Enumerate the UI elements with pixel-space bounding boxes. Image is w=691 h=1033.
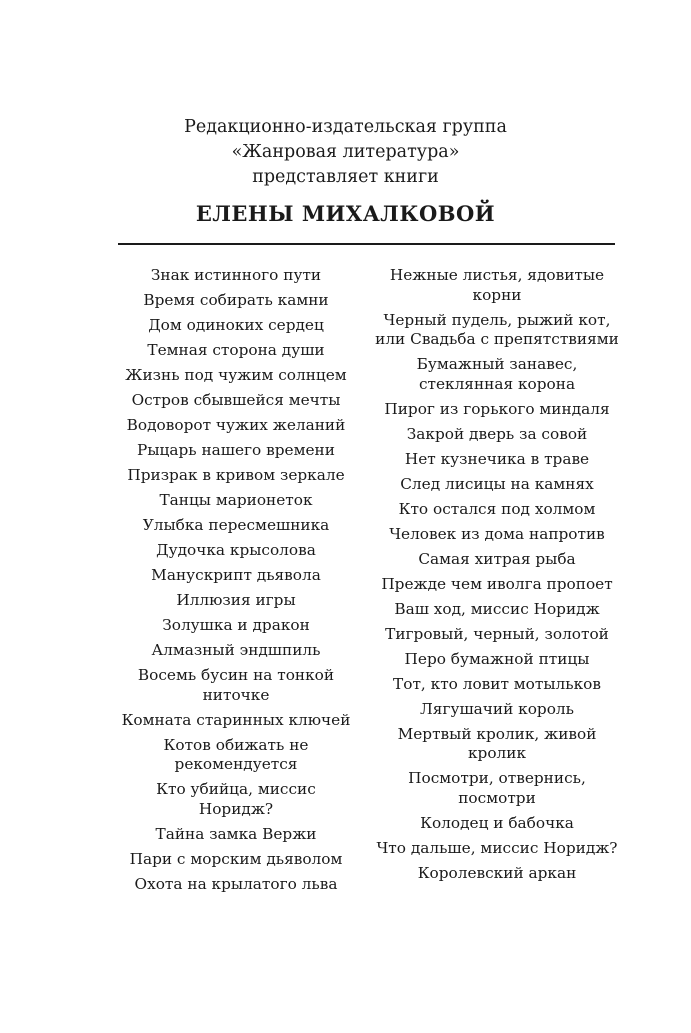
- book-title: Знак истинного пути: [150, 266, 322, 284]
- book-title: Дудочка крысолова: [156, 541, 316, 559]
- book-title: Нет кузнечика в траве: [404, 449, 590, 468]
- book-title: Кто остался под холмом: [398, 499, 596, 518]
- book-title: Манускрипт дьявола: [151, 566, 321, 584]
- book-title: Тигровый, черный, золотой: [385, 624, 609, 643]
- book-title: Кто убийца, миссис Норидж?: [156, 780, 316, 818]
- divider-rule: [118, 243, 615, 245]
- book-title: Танцы марионеток: [159, 491, 313, 509]
- book-title: Ваш ход, миссис Норидж: [394, 599, 600, 618]
- book-title: Восемь бусин на тонкой ниточке: [137, 666, 335, 704]
- book-title: Человек из дома напротив: [389, 524, 605, 543]
- book-title: Пирог из горького миндаля: [384, 399, 610, 418]
- book-title: Прежде чем иволга пропоет: [381, 574, 613, 593]
- book-title: Бумажный занавес, стеклянная корона: [416, 355, 578, 393]
- book-title: Пари с морским дьяволом: [129, 849, 343, 868]
- book-title: Рыцарь нашего времени: [137, 441, 335, 459]
- book-title: Призрак в кривом зеркале: [127, 466, 345, 484]
- book-title: Улыбка пересмешника: [142, 516, 330, 534]
- intro-line-imprint: «Жанровая литература»: [231, 142, 460, 162]
- book-title: Охота на крылатого льва: [134, 874, 338, 893]
- book-title: Золушка и дракон: [162, 616, 310, 634]
- publisher-intro: [0, 115, 691, 190]
- book-title: Алмазный эндшпиль: [151, 641, 321, 659]
- book-list-left: [118, 266, 354, 900]
- book-title: Тот, кто ловит мотыльков: [393, 674, 601, 693]
- book-title: Посмотри, отвернись, посмотри: [408, 769, 586, 807]
- book-title: Перо бумажной птицы: [404, 649, 590, 668]
- book-title: Черный пудель, рыжий кот, или Свадьба с препятствиями: [375, 310, 619, 348]
- book-list-right: [372, 266, 622, 889]
- intro-line-publisher: Редакционно-издательская группа: [184, 117, 507, 137]
- book-title: Остров сбывшейся мечты: [131, 391, 341, 409]
- book-title: Дом одиноких сердец: [148, 316, 324, 334]
- book-title: Время собирать камни: [143, 291, 329, 309]
- book-title: Жизнь под чужим солнцем: [125, 366, 347, 384]
- intro-line-presents: представляет книги: [252, 167, 439, 187]
- author-name: ЕЛЕНЫ МИХАЛКОВОЙ: [195, 201, 496, 226]
- book-title: Водоворот чужих желаний: [126, 416, 346, 434]
- book-title: Нежные листья, ядовитые корни: [389, 266, 605, 304]
- book-title: Закрой дверь за совой: [406, 424, 588, 443]
- book-title: Иллюзия игры: [176, 591, 296, 609]
- book-title: След лисицы на камнях: [400, 474, 594, 493]
- book-title: Что дальше, миссис Норидж?: [376, 838, 618, 857]
- book-title: Тайна замка Вержи: [155, 824, 317, 843]
- book-title: Мертвый кролик, живой кролик: [397, 724, 597, 762]
- book-title: Королевский аркан: [417, 863, 577, 882]
- book-title: Комната старинных ключей: [121, 710, 351, 729]
- book-title: Темная сторона души: [147, 341, 325, 359]
- book-title: Лягушачий король: [420, 699, 574, 718]
- book-title: Колодец и бабочка: [420, 813, 574, 832]
- book-title: Самая хитрая рыба: [418, 549, 576, 568]
- book-title: Котов обижать не рекомендуется: [163, 735, 309, 773]
